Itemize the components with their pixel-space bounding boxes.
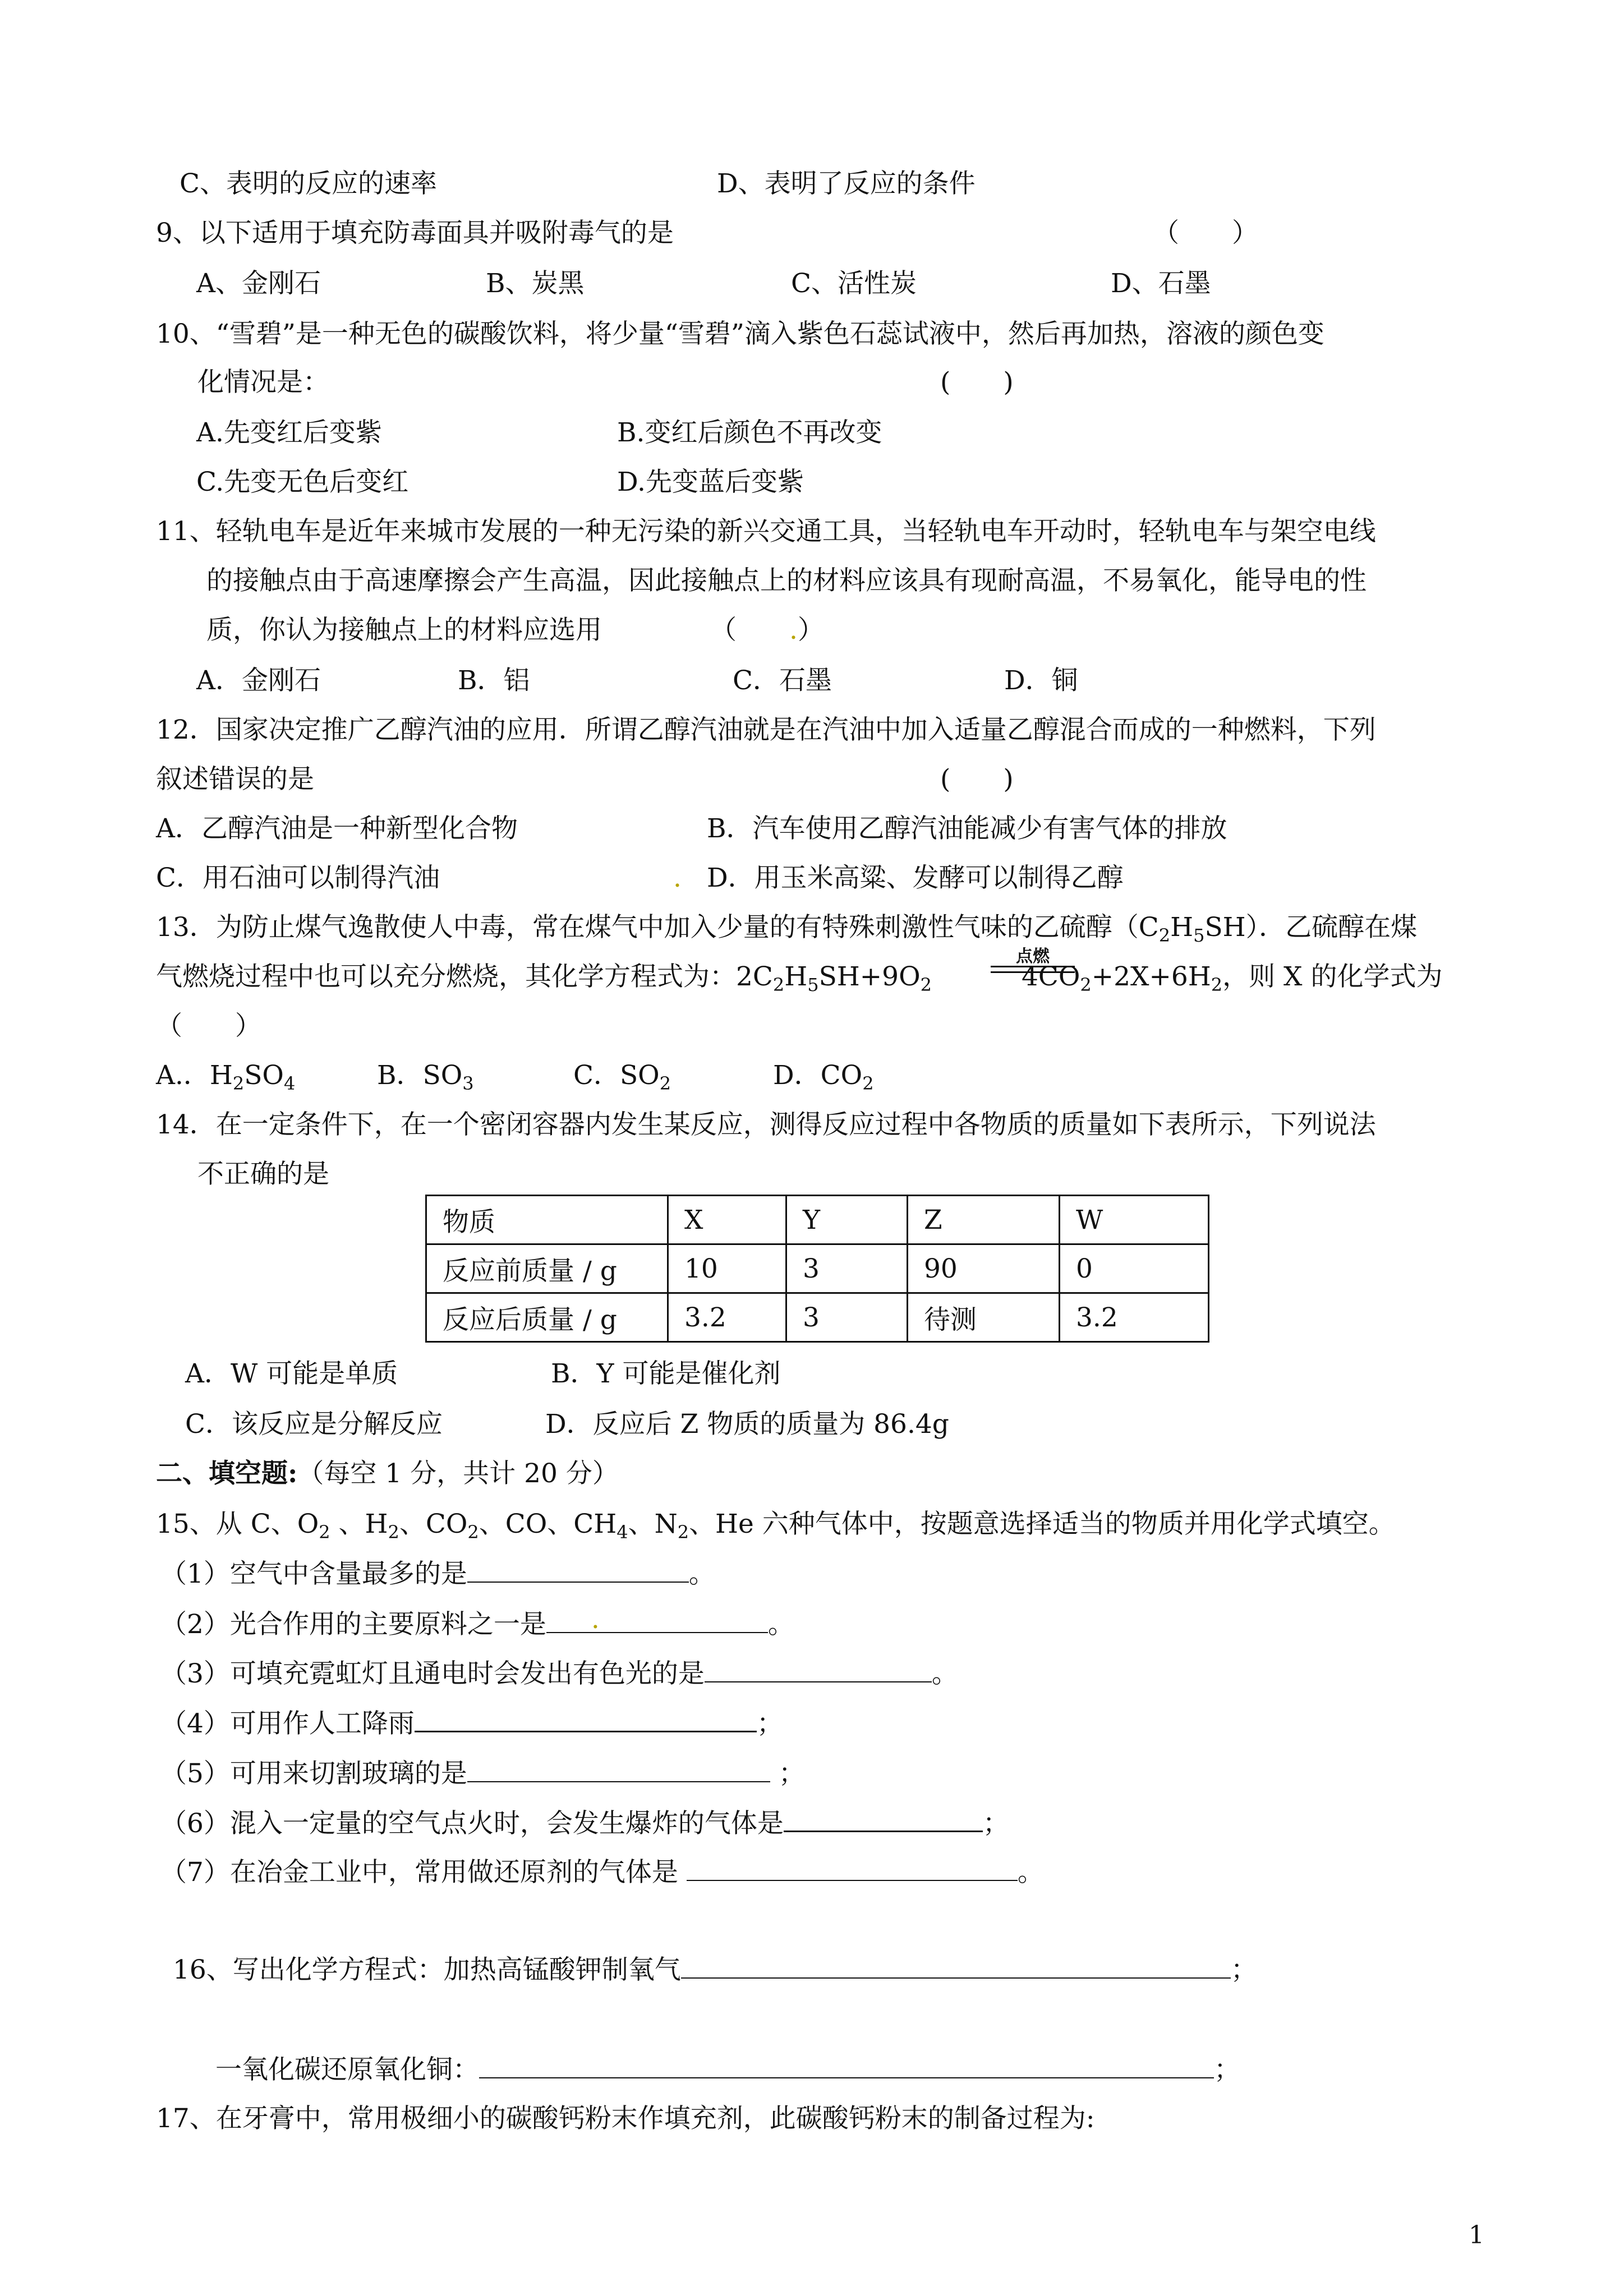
table-cell: 10: [668, 1244, 786, 1293]
q15-item-3: （3）可填充霓虹灯且通电时会发出有色光的是 。: [160, 1657, 958, 1691]
q12-answer-paren: ( ): [940, 764, 1014, 795]
answer-blank[interactable]: [681, 1953, 1231, 1979]
q13-stem-line2: 气燃烧过程中也可以充分燃烧，其化学方程式为：$2C_2H_5SH+9O_2$ $4CO_2+2X+6H_2$，则 X 的化学式为: [156, 961, 1443, 995]
q11-stem-line2: 的接触点由于高速摩擦会产生高温，因此接触点上的材料应该具有现耐高温，不易氧化，能导电的性: [206, 565, 1367, 596]
q12-option-b: B．汽车使用乙醇汽油能减少有害气体的排放: [707, 813, 1227, 844]
q14-stem-line1: 14．在一定条件下，在一个密闭容器内发生某反应，测得反应过程中各物质的质量如下表所示，下列说法: [156, 1109, 1376, 1140]
q12-stem-line1: 12．国家决定推广乙醇汽油的应用．所谓乙醇汽油就是在汽油中加入适量乙醇混合而成的一种燃料，下列: [156, 714, 1376, 745]
q9-option-a: A、金刚石: [196, 268, 321, 299]
q14-option-b: B．Y 可能是催化剂: [551, 1358, 781, 1389]
q8-option-c: C、表明的反应的速率: [180, 168, 437, 199]
table-cell: Y: [786, 1196, 908, 1244]
table-cell: 物质: [426, 1196, 668, 1244]
q15-item-5: （5）可用来切割玻璃的是 ；: [160, 1756, 805, 1791]
answer-blank[interactable]: [687, 1855, 1018, 1881]
q10-stem-line1: 10、“雪碧”是一种无色的碳酸饮料，将少量“雪碧”滴入紫色石蕊试液中，然后再加热，溶液的颜色变: [156, 319, 1324, 349]
q13-equation-right: $4CO_2+2X+6H_2$: [1021, 961, 1223, 995]
q11-option-b: B．铝: [458, 665, 530, 696]
q13-reaction-condition: 点燃: [991, 953, 1075, 976]
q11-stem-line3: 质，你认为接触点上的材料应选用: [206, 615, 602, 646]
q13-option-d: D．$CO_2$: [773, 1060, 874, 1094]
q10-option-c: C.先变无色后变红: [196, 467, 409, 497]
q10-option-d: D.先变蓝后变紫: [617, 467, 804, 497]
answer-blank[interactable]: [479, 2053, 1214, 2078]
table-cell: 3: [786, 1293, 908, 1342]
table-cell: 反应后质量 / g: [426, 1293, 668, 1342]
q14-option-a: A．W 可能是单质: [185, 1358, 398, 1389]
table-cell: Z: [908, 1196, 1060, 1244]
q14-stem-line2: 不正确的是: [197, 1159, 329, 1190]
table-cell: 3.2: [668, 1293, 786, 1342]
q15-item-2: （2）光合作用的主要原料之一是 . 。: [160, 1604, 794, 1640]
table-cell: 3: [786, 1244, 908, 1293]
q15-item-6: （6）混入一定量的空气点火时，会发生爆炸的气体是 ；: [160, 1806, 1009, 1841]
answer-blank[interactable]: [467, 1557, 689, 1583]
q11-answer-paren: （ .）: [710, 615, 824, 646]
table-row: [426, 1196, 1209, 1244]
q11-option-a: A．金刚石: [196, 665, 321, 696]
stray-dot: .: [591, 1604, 600, 1635]
q9-option-d: D、石墨: [1111, 268, 1211, 299]
section2-heading: 二、填空题:（每空 1 分，共计 20 分）: [156, 1458, 619, 1489]
q15-stem: 15、从 C、$O_2$ 、$H_2$、$CO_2$、CO、$CH_4$、$N_2$、He 六种气体中，按题意选择适当的物质并用化学式填空。: [156, 1509, 1395, 1543]
q9-option-c: C、活性炭: [791, 268, 917, 299]
table-cell: 反应前质量 / g: [426, 1244, 668, 1293]
q15-item-1: （1）空气中含量最多的是 。: [160, 1557, 715, 1591]
stray-dot: .: [789, 615, 798, 646]
q10-stem-line2: 化情况是：: [197, 367, 329, 398]
q9-stem: 9、以下适用于填充防毒面具并吸附毒气的是: [156, 218, 674, 248]
answer-blank[interactable]: [467, 1756, 770, 1782]
table-cell: 3.2: [1060, 1293, 1209, 1342]
q10-option-a: A.先变红后变紫: [196, 417, 382, 448]
q12-option-d: D．用玉米高粱、发酵可以制得乙醇: [707, 863, 1124, 893]
q13-answer-paren: （ ）: [156, 1011, 261, 1041]
q10-option-b: B.变红后颜色不再改变: [617, 417, 882, 448]
table-row: [426, 1293, 1209, 1342]
answer-blank[interactable]: [546, 1604, 768, 1635]
mass-table: [425, 1195, 1209, 1343]
q15-item-4: （4）可用作人工降雨 ；: [160, 1706, 783, 1741]
q13-equation-left: $2C_2H_5SH+9O_2$: [736, 961, 932, 995]
q17-stem: 17、在牙膏中，常用极细小的碳酸钙粉末作填充剂，此碳酸钙粉末的制备过程为:: [156, 2103, 1095, 2134]
stray-dot: .: [673, 863, 682, 893]
table-cell: W: [1060, 1196, 1209, 1244]
q16-stem: 16、写出化学方程式：加热高锰酸钾制氧气 ；: [173, 1953, 1257, 1987]
table-cell: 90: [908, 1244, 1060, 1293]
q14-option-c: C．该反应是分解反应: [185, 1409, 443, 1440]
answer-blank[interactable]: [705, 1657, 932, 1682]
answer-blank[interactable]: [784, 1806, 983, 1832]
q10-answer-paren: ( ): [940, 367, 1014, 398]
table-cell: 0: [1060, 1244, 1209, 1293]
q12-stem-line2: 叙述错误的是: [156, 764, 314, 795]
q9-option-b: B、炭黑: [486, 268, 585, 299]
table-row: [426, 1244, 1209, 1293]
q13-option-c: C．$SO_2$: [573, 1060, 671, 1094]
q13-option-b: B．$SO_3$: [377, 1060, 474, 1094]
q8-option-d: D、表明了反应的条件: [717, 168, 976, 199]
answer-blank[interactable]: [415, 1706, 757, 1732]
table-cell: X: [668, 1196, 786, 1244]
page-number: 1: [1469, 2221, 1484, 2249]
q12-option-a: A．乙醇汽油是一种新型化合物: [156, 813, 518, 844]
q13-option-a: A.．$H_2SO_4$: [156, 1060, 296, 1094]
q13-stem-line1: 13．为防止煤气逸散使人中毒，常在煤气中加入少量的有特殊刺激性气味的乙硫醇$(C_2H_5SH)$．乙硫醇在煤: [156, 912, 1418, 946]
q16-line2: 一氧化碳还原氧化铜： ；: [215, 2053, 1240, 2087]
table-cell: 待测: [908, 1293, 1060, 1342]
q11-option-d: D．铜: [1004, 665, 1078, 696]
q12-option-c: C．用石油可以制得汽油: [156, 863, 440, 893]
q11-option-c: C．石墨: [733, 665, 832, 696]
q9-answer-paren: （ ）: [1153, 218, 1258, 248]
q15-item-7: （7）在冶金工业中，常用做还原剂的气体是 。: [160, 1855, 1044, 1889]
q14-option-d: D．反应后 Z 物质的质量为 86.4g: [545, 1409, 949, 1440]
q11-stem-line1: 11、轻轨电车是近年来城市发展的一种无污染的新兴交通工具，当轻轨电车开动时，轻轨电车与架空电线: [156, 516, 1376, 547]
